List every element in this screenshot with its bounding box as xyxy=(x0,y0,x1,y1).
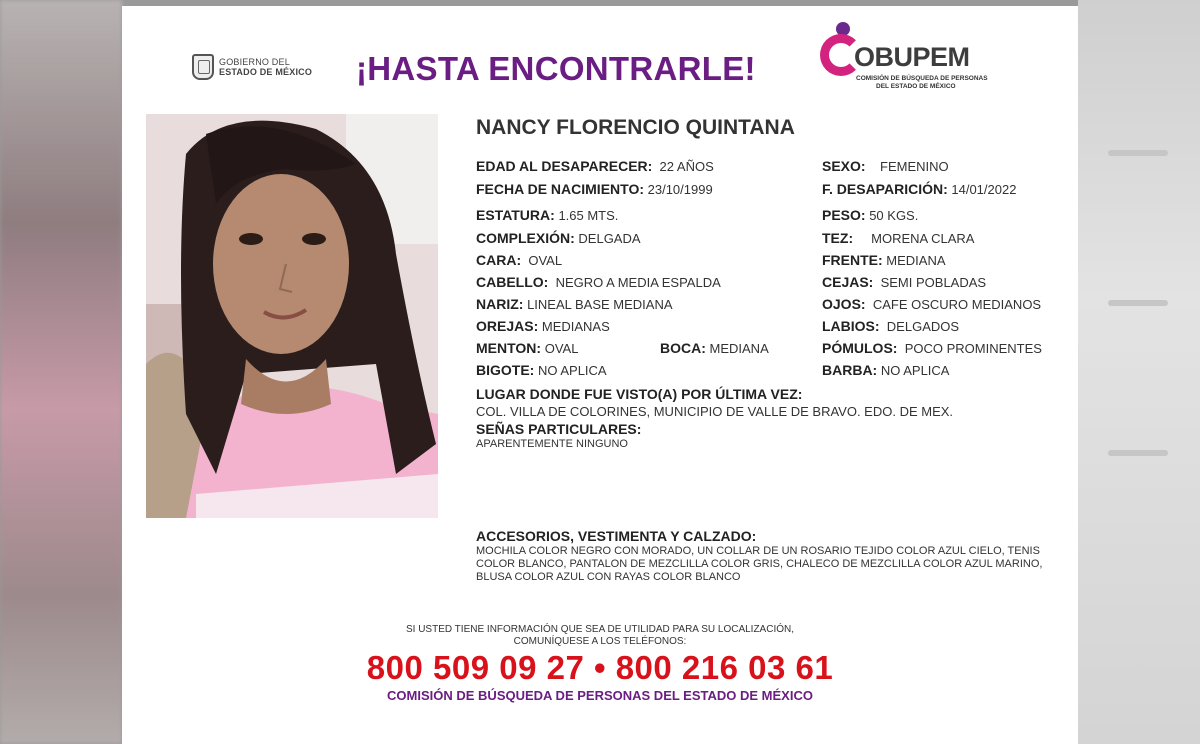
field-value: MEDIANA xyxy=(886,253,946,268)
field-value: CAFE OSCURO MEDIANOS xyxy=(872,297,1042,312)
state-seal-icon xyxy=(192,54,214,80)
lugar-text: COL. VILLA DE COLORINES, MUNICIPIO DE VALLE DE BRAVO. EDO. DE MEX. xyxy=(476,404,954,419)
field-value: NO APLICA xyxy=(537,363,607,378)
blurred-line xyxy=(1108,450,1168,456)
field-cejas xyxy=(822,274,986,290)
field-estatura xyxy=(476,207,618,223)
field-nacimiento xyxy=(476,181,713,197)
field-label: CEJAS: xyxy=(822,274,874,290)
field-value: MEDIANAS xyxy=(541,319,610,334)
field-value: MORENA CLARA xyxy=(871,231,975,246)
phone-numbers: 800 509 09 27 • 800 216 03 61 xyxy=(366,649,834,686)
field-value: 14/01/2022 xyxy=(951,182,1017,197)
field-value: MEDIANA xyxy=(709,341,769,356)
field-orejas xyxy=(476,318,610,334)
field-label: CABELLO: xyxy=(476,274,549,290)
field-value: 50 KGS. xyxy=(869,208,919,223)
accesorios-line-3: BLUSA COLOR AZUL CON RAYAS COLOR BLANCO xyxy=(476,571,741,583)
field-value: 1.65 MTS. xyxy=(558,208,619,223)
field-value: OVAL xyxy=(528,253,563,268)
field-label: MENTON: xyxy=(476,340,542,356)
person-name: NANCY FLORENCIO QUINTANA xyxy=(476,116,795,139)
gov-line-2: ESTADO DE MÉXICO xyxy=(219,67,313,77)
field-label: TEZ: xyxy=(822,230,854,246)
field-cabello xyxy=(476,274,721,290)
contact-note xyxy=(122,624,1078,648)
field-ojos xyxy=(822,296,1041,312)
contact-note-line-2: COMUNÍQUESE A LOS TELÉFONOS: xyxy=(513,636,687,647)
field-label: BOCA: xyxy=(660,340,706,356)
lugar-title: LUGAR DONDE FUE VISTO(A) POR ÚLTIMA VEZ: xyxy=(476,386,803,402)
field-sexo xyxy=(822,158,949,174)
field-barba xyxy=(822,362,949,378)
field-label: ESTATURA: xyxy=(476,207,555,223)
field-value: NO APLICA xyxy=(880,363,950,378)
field-label: CARA: xyxy=(476,252,522,268)
blurred-background-left xyxy=(0,0,122,744)
field-label: OREJAS: xyxy=(476,318,539,334)
field-label: PÓMULOS: xyxy=(822,340,898,356)
field-value: FEMENINO xyxy=(880,159,949,174)
field-label: FRENTE: xyxy=(822,252,883,268)
field-value: NEGRO A MEDIA ESPALDA xyxy=(555,275,721,290)
government-logo xyxy=(192,54,312,80)
accesorios-line-1: MOCHILA COLOR NEGRO CON MORADO, UN COLLAR DE UN ROSARIO TEJIDO COLOR AZUL CIELO, TENIS xyxy=(476,545,1040,557)
field-menton xyxy=(476,340,578,356)
blurred-line xyxy=(1108,150,1168,156)
cobupem-logo xyxy=(818,14,988,94)
field-label: EDAD AL DESAPARECER: xyxy=(476,158,653,174)
field-fecha-desaparicion xyxy=(822,181,1016,197)
accesorios-line-2: COLOR BLANCO, PANTALON DE MEZCLILLA COLOR GRIS, CHALECO DE MEZCLILLA COLOR AZUL MARINO, xyxy=(476,558,1043,570)
field-label: NARIZ: xyxy=(476,296,524,312)
headline: ¡HASTA ENCONTRARLE! xyxy=(356,50,756,87)
field-pomulos xyxy=(822,340,1042,356)
field-value: OVAL xyxy=(544,341,579,356)
field-value: LINEAL BASE MEDIANA xyxy=(527,297,673,312)
field-label: LABIOS: xyxy=(822,318,880,334)
field-complexion xyxy=(476,230,641,246)
senas-title: SEÑAS PARTICULARES: xyxy=(476,421,642,437)
field-label: PESO: xyxy=(822,207,866,223)
field-label: SEXO: xyxy=(822,158,866,174)
field-peso xyxy=(822,207,918,223)
field-value: POCO PROMINENTES xyxy=(904,341,1042,356)
field-frente xyxy=(822,252,946,268)
logo-subtitle-2: DEL ESTADO DE MÉXICO xyxy=(876,83,956,90)
missing-person-poster xyxy=(122,6,1078,744)
field-tez xyxy=(822,230,974,246)
blurred-line xyxy=(1108,300,1168,306)
field-value: SEMI POBLADAS xyxy=(880,275,987,290)
field-bigote xyxy=(476,362,607,378)
accesorios-title: ACCESORIOS, VESTIMENTA Y CALZADO: xyxy=(476,528,757,544)
person-photo xyxy=(146,114,438,518)
logo-subtitle-1: COMISIÓN DE BÚSQUEDA DE PERSONAS xyxy=(856,75,988,82)
field-edad xyxy=(476,158,714,174)
field-cara xyxy=(476,252,562,268)
field-label: COMPLEXIÓN: xyxy=(476,230,575,246)
contact-note-line-1: SI USTED TIENE INFORMACIÓN QUE SEA DE UTILIDAD PARA SU LOCALIZACIÓN, xyxy=(405,624,795,635)
field-nariz xyxy=(476,296,673,312)
field-label: OJOS: xyxy=(822,296,866,312)
portrait-illustration xyxy=(146,114,438,518)
field-value: DELGADA xyxy=(578,231,641,246)
field-label: F. DESAPARICIÓN: xyxy=(822,181,948,197)
senas-text: APARENTEMENTE NINGUNO xyxy=(476,438,628,450)
gov-line-1: GOBIERNO DEL xyxy=(219,57,290,67)
field-value: 22 AÑOS xyxy=(659,159,714,174)
field-value: 23/10/1999 xyxy=(647,182,713,197)
logo-word: OBUPEM xyxy=(854,42,970,72)
field-value: DELGADOS xyxy=(886,319,960,334)
field-labios xyxy=(822,318,959,334)
field-label: FECHA DE NACIMIENTO: xyxy=(476,181,644,197)
agency-name: COMISIÓN DE BÚSQUEDA DE PERSONAS DEL ESTADO DE MÉXICO xyxy=(387,688,813,703)
field-label: BIGOTE: xyxy=(476,362,535,378)
field-boca xyxy=(660,340,769,356)
blurred-background-right xyxy=(1078,0,1200,744)
field-label: BARBA: xyxy=(822,362,878,378)
